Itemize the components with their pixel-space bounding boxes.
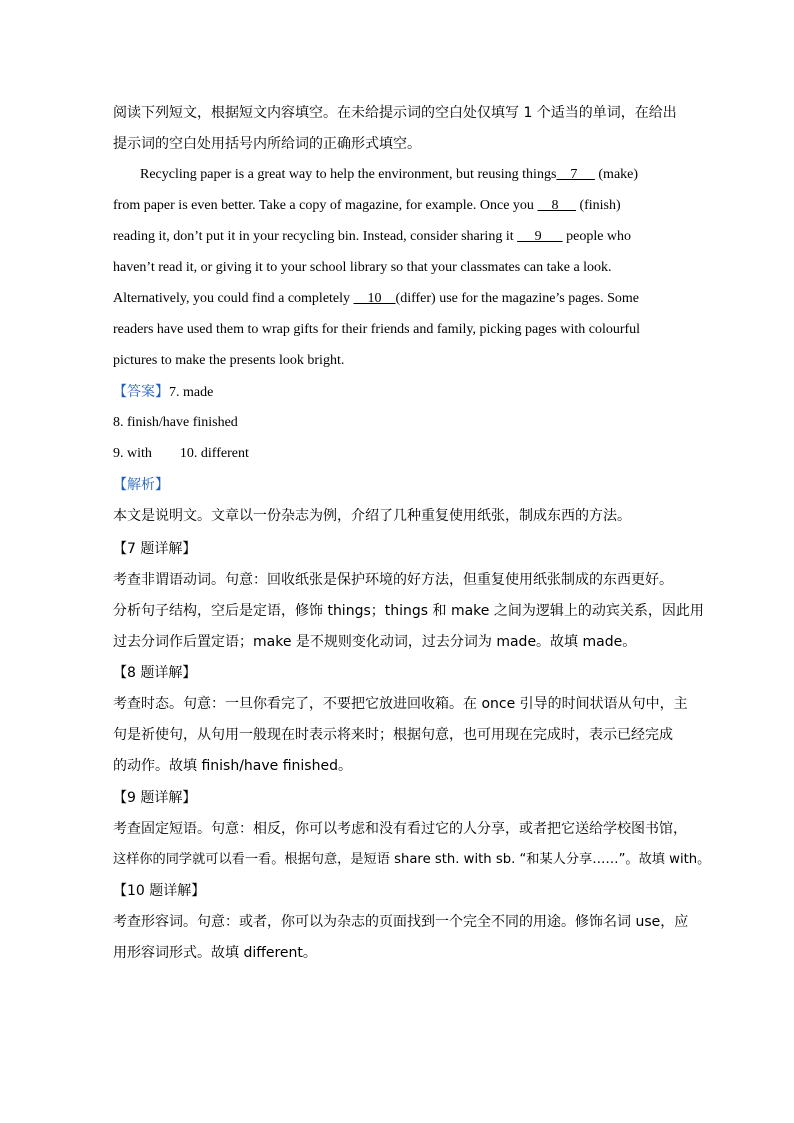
passage-text: reading it, don’t put it in your recycling bin. Instead, consider sharing it [113,229,518,244]
passage-text: people who [562,229,632,244]
answer-8: 8. finish/have finished [113,415,238,430]
passage-text: Alternatively, you could find a completely [113,291,354,306]
q8-line-1: 考查时态。句意：一旦你看完了，不要把它放进回收箱。在 once 引导的时间状语从句中，主 [113,696,688,712]
answer-9-10 [113,445,249,463]
analysis-label: 【解析】 [113,477,169,493]
q8-line-3: 的动作。故填 finish/have finished。 [113,758,352,774]
passage-text: (make) [594,167,639,182]
passage-line-5 [113,290,639,308]
answer-line [113,383,213,402]
passage-text: (differ) use for the magazine’s pages. Some [395,291,640,306]
q7-line-1: 考查非谓语动词。句意：回收纸张是保护环境的好方法，但重复使用纸张制成的东西更好。 [113,572,673,588]
passage-line-6: readers have used them to wrap gifts for their friends and family, picking pages with colourful [113,322,641,337]
blank-10: 10 [353,291,396,306]
q8-label: 【8 题详解】 [113,665,197,681]
passage-line-1 [140,166,638,184]
answer-7: 7. made [169,385,214,400]
answer-label: 【答案】 [113,384,169,400]
instructions-line-1: 阅读下列短文，根据短文内容填空。在未给提示词的空白处仅填写 1 个适当的单词，在给出 [113,105,677,121]
q9-line-2: 这样你的同学就可以看一看。根据句意，是短语 share sth. with sb. “和某人分享……”。故填 with。 [113,852,711,867]
answer-9: 9. with [113,446,152,461]
passage-text: from paper is even better. Take a copy of magazine, for example. Once you [113,198,538,213]
passage-text: (finish) [575,198,621,213]
instructions-line-2: 提示词的空白处用括号内所给词的正确形式填空。 [113,136,421,152]
q7-line-2: 分析句子结构，空后是定语，修饰 things；things 和 make 之间为逻辑上的动宾关系，因此用 [113,603,704,619]
passage-text: Recycling paper is a great way to help the environment, but reusing things [140,167,557,182]
q8-line-2: 句是祈使句，从句用一般现在时表示将来时；根据句意，也可用现在完成时，表示已经完成 [113,727,673,743]
passage-line-2 [113,197,621,215]
passage-line-3 [113,228,631,246]
q10-line-1: 考查形容词。句意：或者，你可以为杂志的页面找到一个完全不同的用途。修饰名词 use，应 [113,914,689,930]
q7-label: 【7 题详解】 [113,541,197,557]
answer-10: 10. different [179,446,249,461]
q10-label: 【10 题详解】 [113,883,206,899]
q10-line-2: 用形容词形式。故填 different。 [113,945,317,961]
blank-8: 8 [537,198,576,213]
analysis-summary: 本文是说明文。文章以一份杂志为例，介绍了几种重复使用纸张，制成东西的方法。 [113,508,631,524]
q9-label: 【9 题详解】 [113,790,197,806]
passage-line-7: pictures to make the presents look bright. [113,353,345,368]
passage-line-4: haven’t read it, or giving it to your school library so that your classmates can take a look. [113,260,612,275]
q9-line-1: 考查固定短语。句意：相反，你可以考虑和没有看过它的人分享，或者把它送给学校图书馆， [113,821,687,837]
blank-9: 9 [517,229,563,244]
q7-line-3: 过去分词作后置定语；make 是不规则变化动词，过去分词为 made。故填 made。 [113,634,637,650]
blank-7: 7 [556,167,595,182]
